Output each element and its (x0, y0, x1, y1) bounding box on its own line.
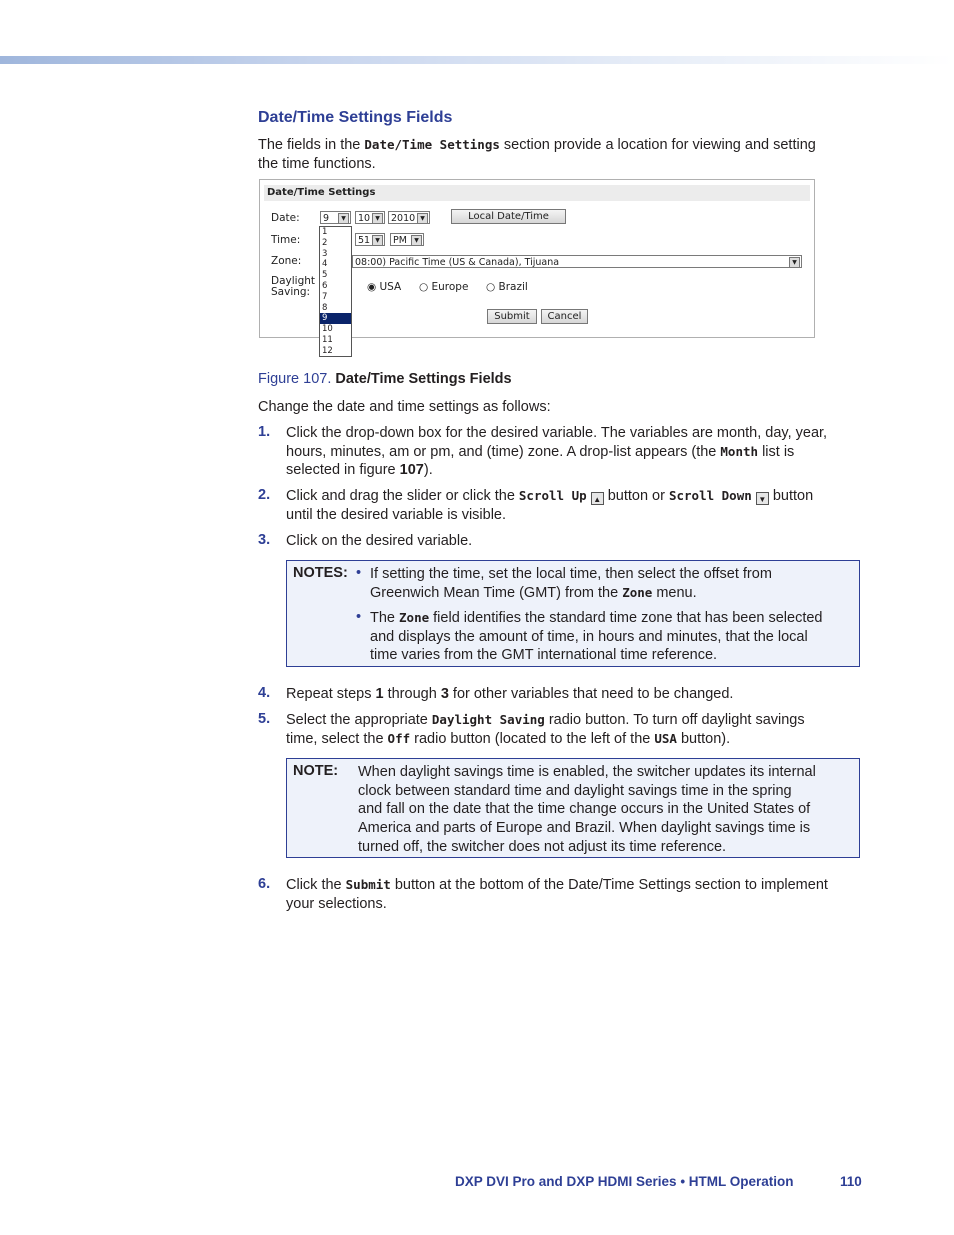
list-item[interactable]: 8 (322, 302, 328, 313)
list-item[interactable]: 7 (322, 291, 328, 302)
radio-europe[interactable]: ○ Europe (419, 281, 469, 293)
note-label: NOTE: (293, 763, 339, 779)
note-text: When daylight savings time is enabled, the switcher updates its internal clock between standard time and daylight savings time in the spring and fall on the date that the time change occurs in the United States of America and parts of Europe and Brazil. When daylight savings time is turned off, the switcher does not adjust its time reference. (358, 764, 816, 855)
page-number: 110 (840, 1174, 862, 1189)
list-item[interactable]: 11 (322, 334, 333, 345)
step-number: 5. (258, 711, 271, 727)
month-drop-list[interactable] (319, 226, 352, 357)
screenshot-section-header: Date/Time Settings (264, 185, 810, 201)
month-select[interactable]: 9 ▼ (320, 211, 351, 224)
minute-select[interactable]: 51 ▼ (355, 233, 385, 246)
lead-paragraph: Change the date and time settings as follows: (258, 399, 551, 415)
scroll-up-icon: ▲ (591, 492, 604, 505)
scroll-down-icon: ▼ (756, 492, 769, 505)
step-5-text: Select the appropriate Daylight Saving radio button. To turn off daylight savings time, select the Off radio button (located to the left of the USA button). (286, 712, 805, 747)
list-item[interactable]: 1 (322, 227, 328, 237)
header-gradient-bar (0, 56, 954, 64)
step-1-text: Click the drop-down box for the desired variable. The variables are month, day, year, hours, minutes, am or pm, and (time) zone. A drop-list appears (the Month list is selected in figure 107). (286, 425, 828, 479)
list-item-selected[interactable]: 9 (320, 313, 351, 324)
notes-label: NOTES: (293, 565, 348, 581)
notes-box (286, 560, 860, 667)
chevron-down-icon: ▼ (789, 257, 800, 268)
step-number: 3. (258, 532, 271, 548)
list-item[interactable]: 5 (322, 270, 328, 281)
local-date-time-button[interactable]: Local Date/Time (451, 209, 566, 224)
chevron-down-icon: ▼ (417, 213, 428, 224)
date-label: Date: (271, 212, 300, 224)
step-number: 1. (258, 424, 271, 440)
note-box (286, 758, 860, 858)
section-heading: Date/Time Settings Fields (258, 109, 453, 126)
zone-select[interactable]: 08:00) Pacific Time (US & Canada), Tijuana ▼ (352, 255, 802, 268)
list-item[interactable]: 4 (322, 259, 328, 270)
time-label: Time: (271, 234, 301, 246)
list-item[interactable]: 6 (322, 280, 328, 291)
list-item[interactable]: 3 (322, 248, 328, 259)
chevron-down-icon: ▼ (372, 213, 383, 224)
figure-caption: Figure 107. Date/Time Settings Fields (258, 371, 512, 387)
note-bullet-1: If setting the time, set the local time, then select the offset from Greenwich Mean Time (GMT) from the Zone menu. (370, 566, 772, 601)
chevron-down-icon: ▼ (338, 213, 349, 224)
list-item[interactable]: 10 (322, 324, 333, 335)
intro-paragraph: The fields in the Date/Time Settings section provide a location for viewing and setting the time functions. (258, 137, 816, 172)
radio-brazil[interactable]: ○ Brazil (486, 281, 528, 293)
year-select[interactable]: 2010 ▼ (388, 211, 430, 224)
chevron-down-icon: ▼ (372, 235, 383, 246)
daylight-saving-label: Daylight Saving: (271, 275, 316, 298)
step-3-text: Click on the desired variable. (286, 533, 473, 549)
cancel-button[interactable]: Cancel (541, 309, 588, 324)
radio-usa[interactable]: ◉ USA (367, 281, 402, 293)
footer-title: DXP DVI Pro and DXP HDMI Series • HTML Operation (455, 1174, 794, 1189)
ampm-select[interactable]: PM ▼ (390, 233, 424, 246)
step-2-text: Click and drag the slider or click the Scroll Up ▲ button or Scroll Down ▼ button until the desired variable is visible. (286, 488, 814, 523)
list-item[interactable]: 12 (322, 345, 333, 356)
zone-label: Zone: (271, 255, 302, 267)
submit-button[interactable]: Submit (487, 309, 537, 324)
bullet: • (356, 609, 362, 625)
day-select[interactable]: 10 ▼ (355, 211, 385, 224)
step-number: 4. (258, 685, 271, 701)
chevron-down-icon: ▼ (411, 235, 422, 246)
note-bullet-2: The Zone field identifies the standard time zone that has been selected and displays the amount of time, in hours and minutes, that the local time varies from the GMT international time reference. (370, 610, 823, 664)
list-item[interactable]: 2 (322, 237, 328, 248)
step-4-text: Repeat steps 1 through 3 for other variables that need to be changed. (286, 686, 734, 702)
step-6-text: Click the Submit button at the bottom of the Date/Time Settings section to implement your selections. (286, 877, 828, 912)
step-number: 2. (258, 487, 271, 503)
step-number: 6. (258, 876, 271, 892)
bullet: • (356, 565, 362, 581)
